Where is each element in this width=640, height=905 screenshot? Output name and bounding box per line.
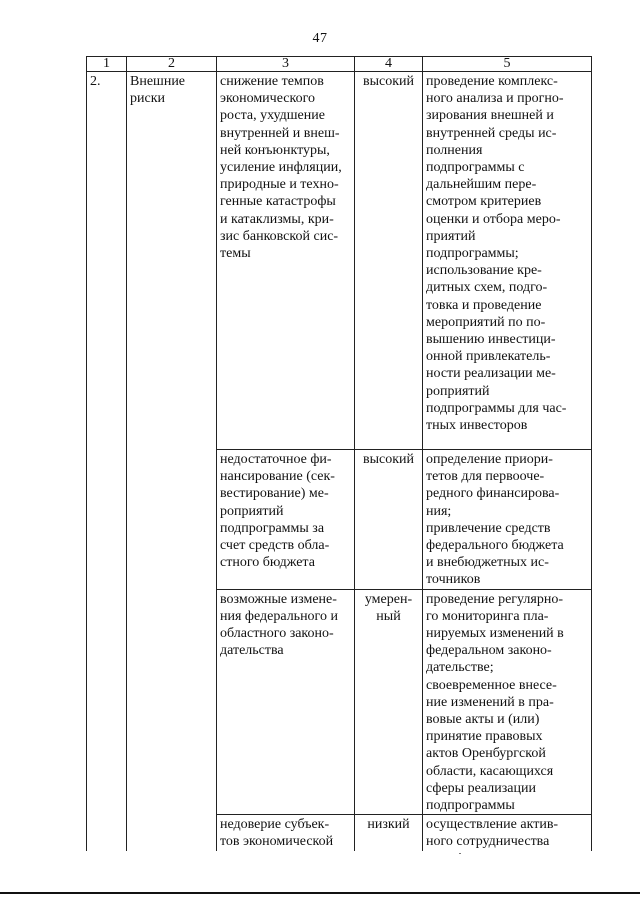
risk-level-cell [355, 589, 423, 815]
column-header-5: 5 [423, 57, 592, 72]
column-header-4: 4 [355, 57, 423, 72]
risk-description-cell [217, 589, 355, 815]
table-header-row [87, 57, 592, 72]
page-number: 47 [312, 31, 328, 46]
risk-measures-cell [423, 72, 592, 450]
risk-measures-cell [423, 815, 592, 851]
row-number-cell [87, 72, 127, 851]
table-row [87, 72, 592, 450]
risk-measures-cell [423, 450, 592, 590]
risk-measures: определение приори- тетов для первооче- редного финансирова- ния; привлечение средств федерального бюджета и внебюджетных ис- точников [426, 452, 564, 588]
risk-measures: осуществление актив- ного сотрудничества [426, 817, 559, 850]
risk-description: возможные измене- ния федерального и областного законо- дательства [220, 591, 338, 659]
risk-description-cell [217, 815, 355, 851]
risk-table [86, 56, 592, 851]
page-bottom-rule [0, 892, 640, 894]
risk-level: высокий [362, 452, 415, 467]
risk-description: недоверие субъек- тов экономической [220, 817, 334, 850]
column-header-3: 3 [217, 57, 355, 72]
risk-description-cell [217, 72, 355, 450]
risk-description-cell [217, 450, 355, 590]
risk-description: недостаточное фи- нансирование (сек- вестирование) ме- роприятий подпрограммы за счет средств обла- стного бюджета [220, 452, 335, 571]
risk-description: снижение темпов экономического роста, ухудшение внутренней и внеш- ней конъюнктуры, усиление инфляции, природные и техно- генные катастрофы и катаклизмы, кри- зис банковской сис- темы [220, 74, 342, 262]
risk-level-cell [355, 815, 423, 851]
risk-level: умерен- ный [364, 591, 413, 624]
risk-measures: проведение регулярно- го мониторинга пла- нируемых изменений в федеральном законо- дательстве; своевременное внесе- ние изменений в пра- вовые акты и (или) принятие правовых актов Оренбургской области, касающихся сферы реализации подпрограммы [426, 591, 564, 814]
risk-level-cell [355, 72, 423, 450]
risk-level-cell [355, 450, 423, 590]
risk-measures: проведение комплекс- ного анализа и прогно- зирования внешней и внутренней среды ис- полнения подпрограммы с дальнейшим пере- смотром критериев оценки и отбора меро- приятий подпрограммы; использование кре- дитных схем, подго- товка и проведение мероприятий по по- вышению инвестици- онной привлекатель- ности реализации ме- роприятий подпрограммы для час- тных инвесторов [426, 74, 567, 434]
risk-level: низкий [367, 817, 410, 833]
risk-measures-cell [423, 589, 592, 815]
row-number: 2. [90, 74, 101, 89]
risk-category: Внешние риски [130, 74, 186, 107]
risk-category-cell [127, 72, 217, 851]
column-header-2: 2 [127, 57, 217, 72]
scan-speck [459, 853, 461, 854]
risk-level: высокий [362, 74, 415, 89]
column-header-1: 1 [87, 57, 127, 72]
